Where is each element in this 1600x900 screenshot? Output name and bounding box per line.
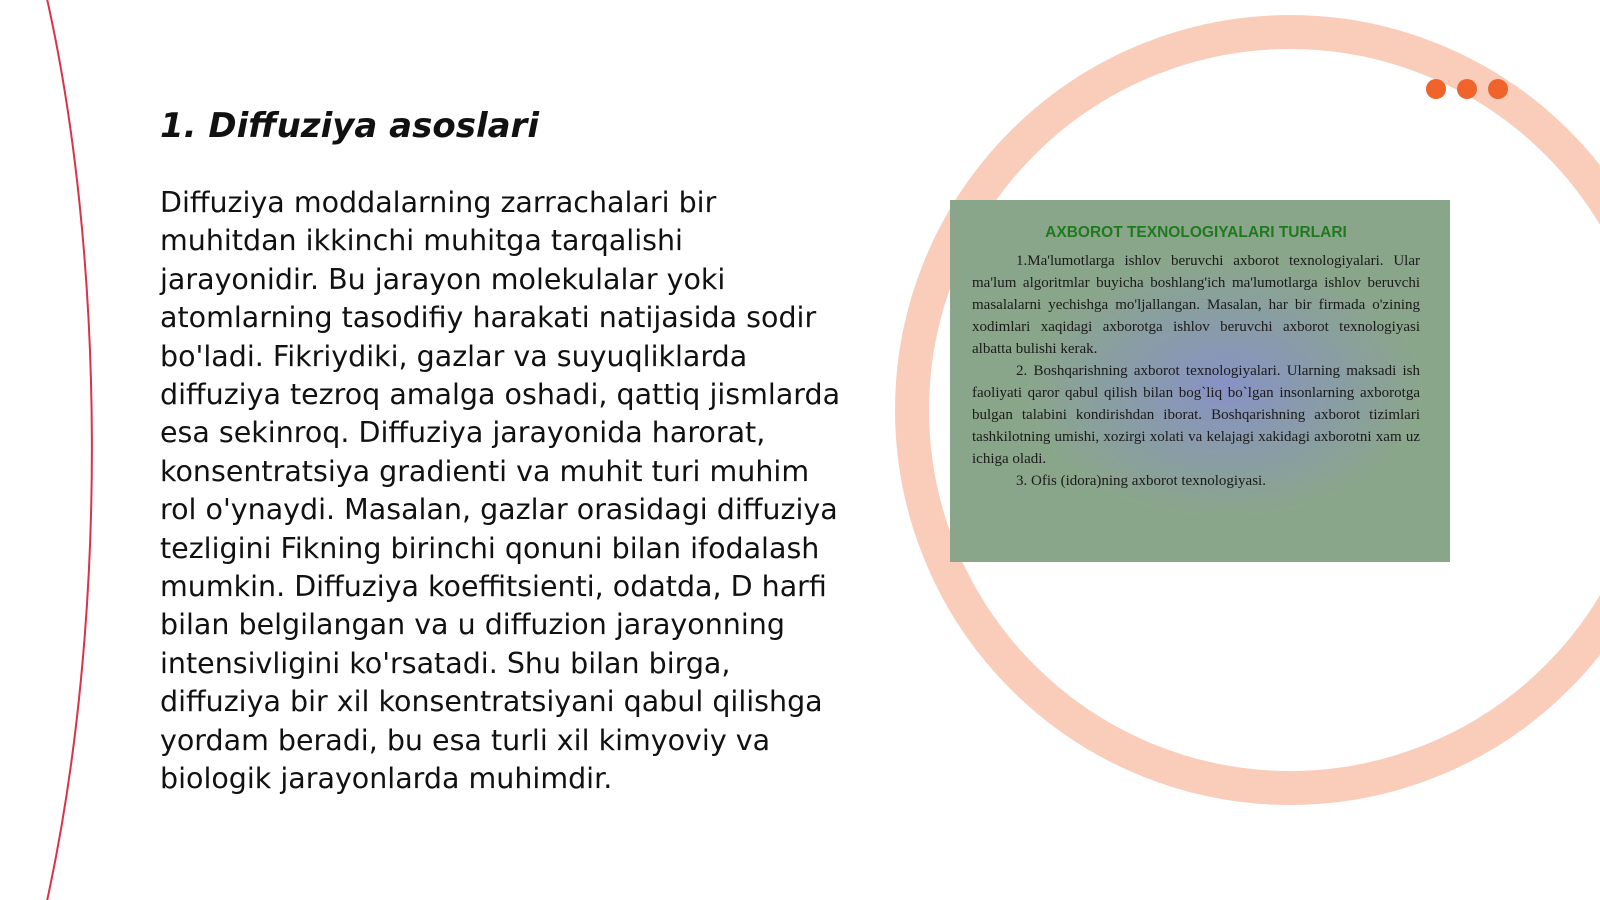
dot-icon: [1426, 79, 1446, 99]
dot-icon: [1488, 79, 1508, 99]
document-heading: AXBOROT TEXNOLOGIYALARI TURLARI: [1045, 224, 1347, 241]
document-paragraph: 2. Boshqarishning axborot texnologiyalari. Ularning maksadi ish faoliyati qaror qabul qilish bilan bog`liq bo`lgan insonlarning axborotga bulgan talabini kondirishdan iborat. Boshqarishning axborot tizimlari tashkilotning umishi, xozirgi xolati va kelajagi xakidagi axborotni xam uz ichiga oladi.: [972, 363, 1420, 467]
decorative-left-curve: [45, 0, 92, 900]
slide-title: 1. Diffuziya asoslari: [160, 106, 539, 146]
dot-icon: [1457, 79, 1477, 99]
document-paragraph: 1.Ma'lumotlarga ishlov beruvchi axborot texnologiyalari. Ular ma'lum algoritmlar buyicha boshlang'ich ma'lumotlarga ishlov beruvchi masalalarni yechishga mo'ljallangan. Masalan, har bir firmada o'zining xodimlari xaqidagi axborotga ishlov beruvchi axborot texnologiyasi albatta bulishi kerak.: [972, 253, 1420, 357]
slide-body-text: Diffuziya moddalarning zarrachalari bir muhitdan ikkinchi muhitga tarqalishi jarayonidir. Bu jarayon molekulalar yoki atomlarning tasodifiy harakati natijasida sodir bo'ladi. Fikriydiki, gazlar va suyuqliklarda diffuziya tezroq amalga oshadi, qattiq jismlarda esa sekinroq. Diffuziya jarayonida harorat, konsentratsiya gradienti va muhit turi muhim rol o'ynaydi. Masalan, gazlar orasidagi diffuziya tezligini Fikning birinchi qonuni bilan ifodalash mumkin. Diffuziya koeffitsienti, odatda, D harfi bilan belgilangan va u diffuzion jarayonning intensivligini ko'rsatadi. Shu bilan birga, diffuziya bir xil konsentratsiyani qabul qilishga yordam beradi, bu esa turli xil kimyoviy va biologik jarayonlarda muhimdir.: [160, 186, 841, 796]
document-image: [950, 200, 1450, 562]
document-paragraph: 3. Ofis (idora)ning axborot texnologiyasi.: [1016, 473, 1266, 489]
more-dots-icon: [1426, 79, 1508, 99]
